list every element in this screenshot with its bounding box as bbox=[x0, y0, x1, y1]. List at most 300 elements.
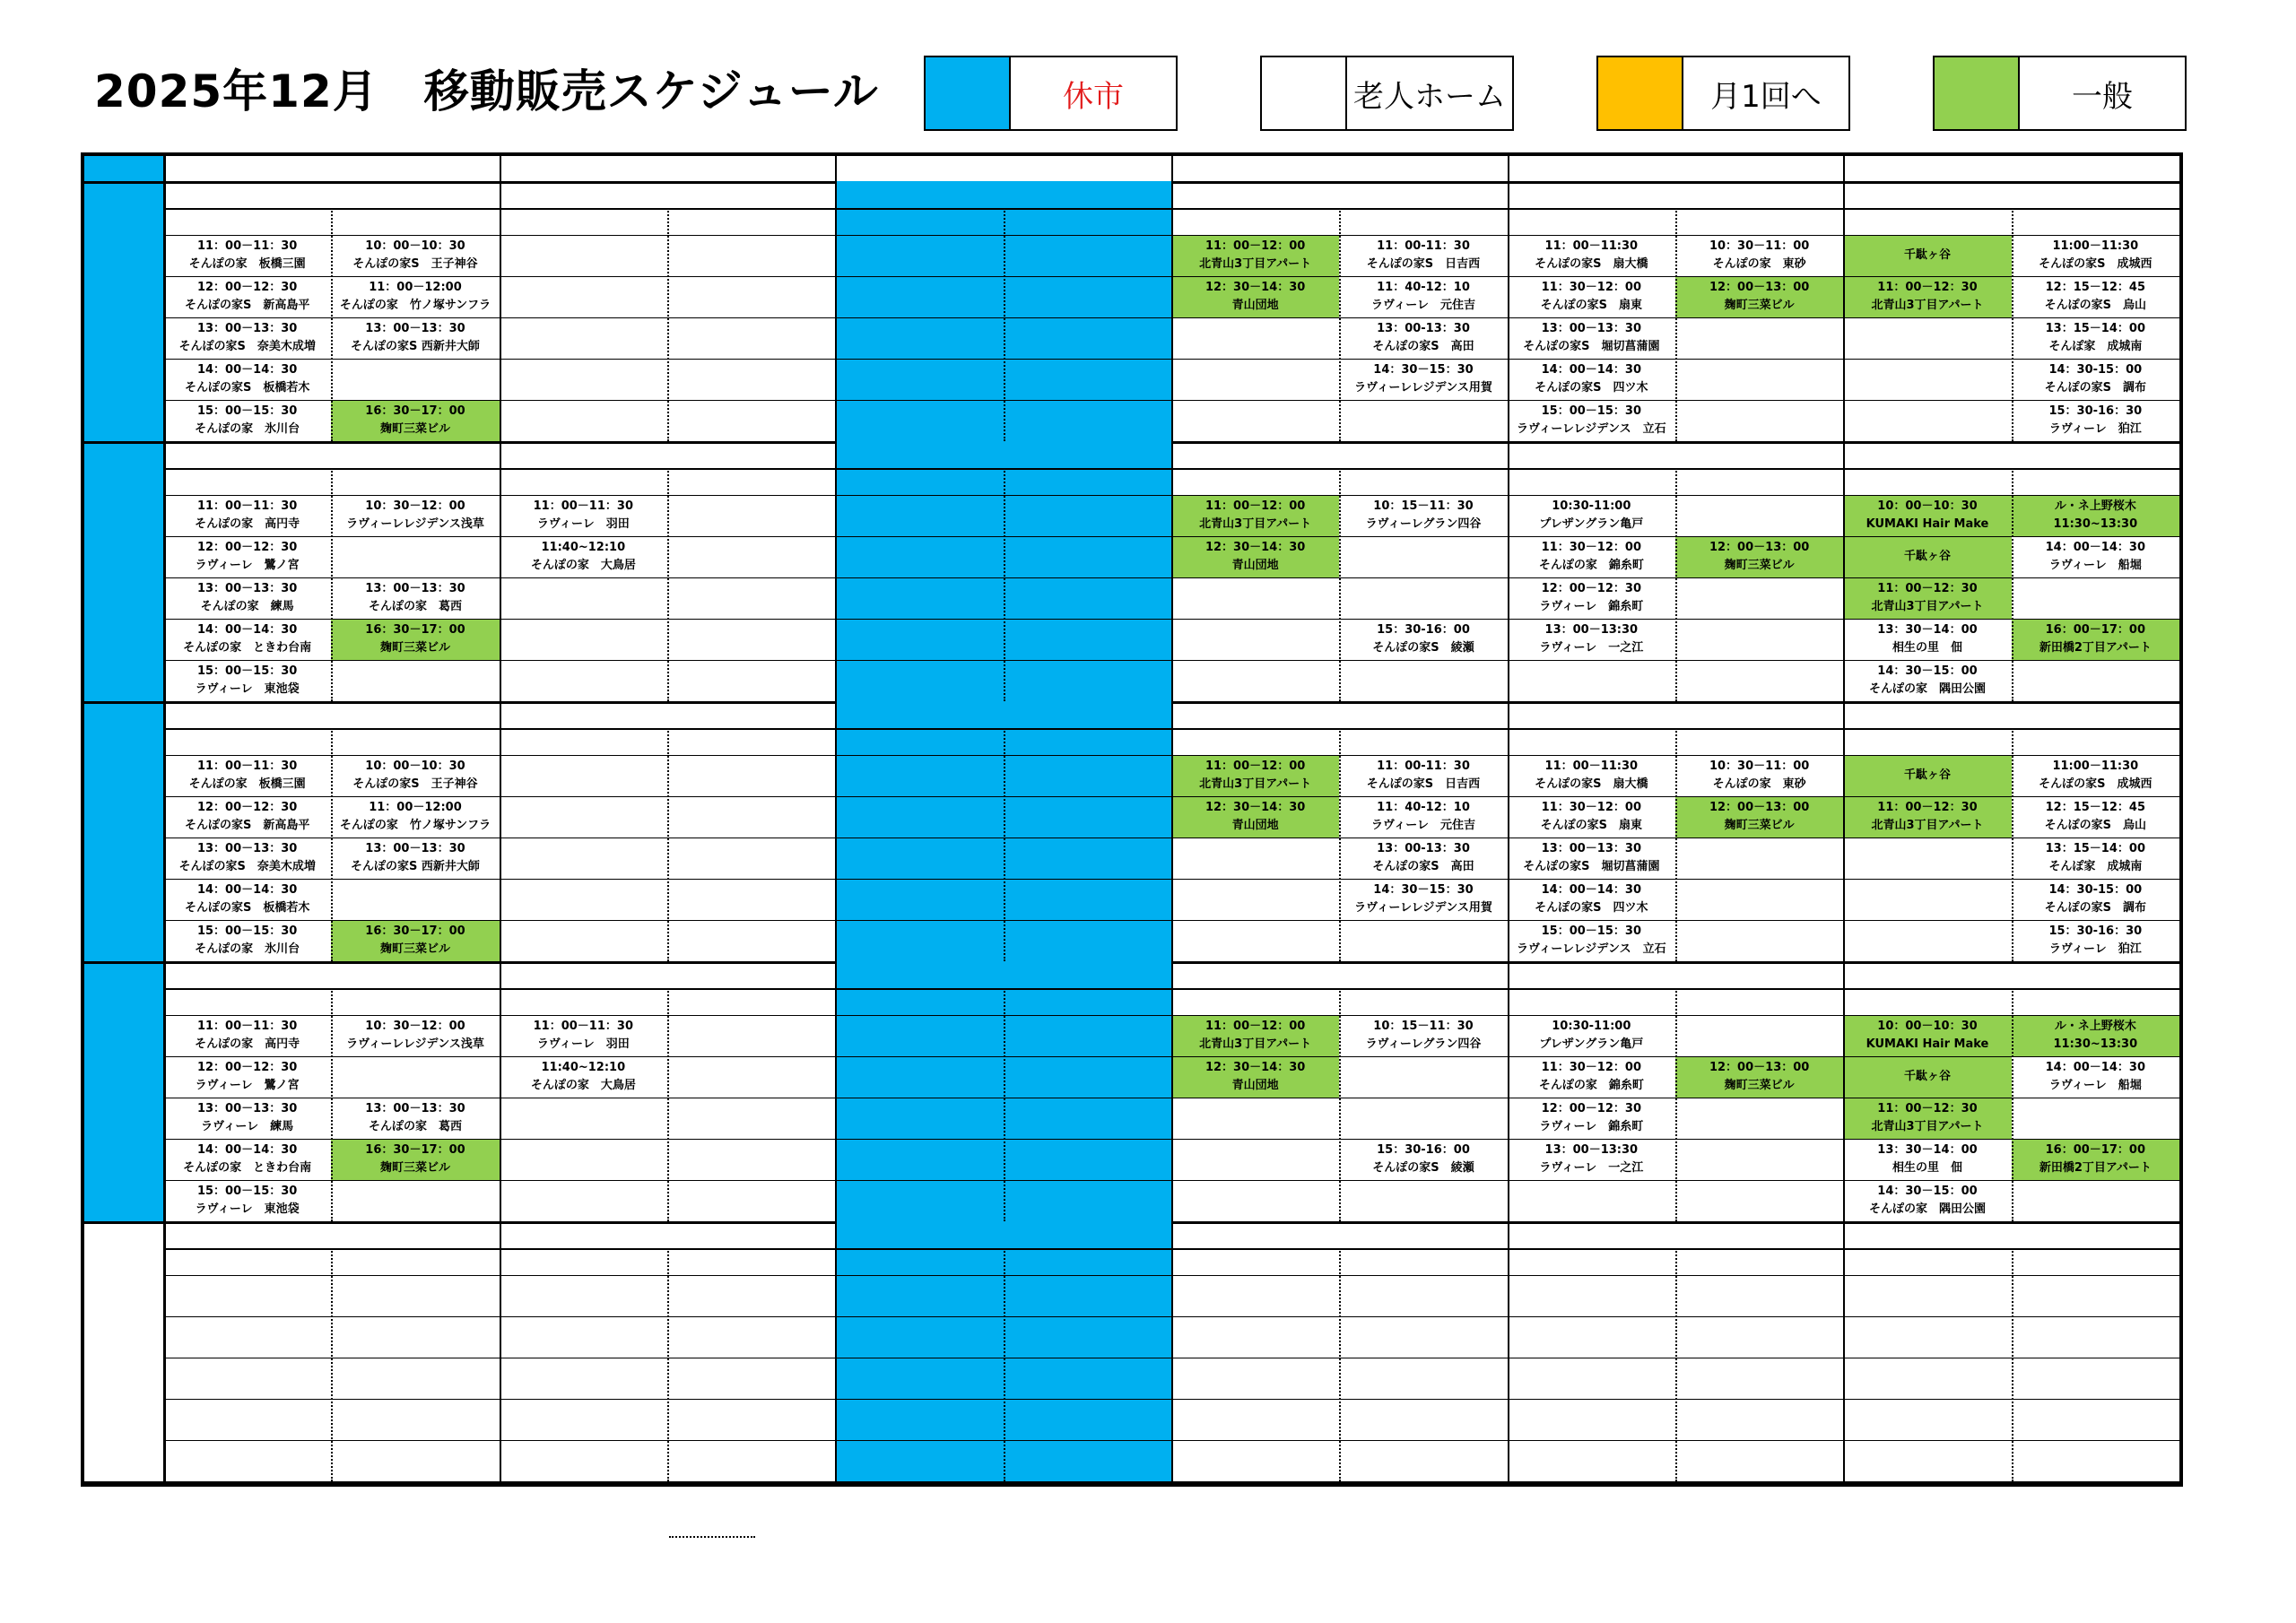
entry-place: ラヴィーレ 船堀 bbox=[2048, 1079, 2142, 1092]
entry-place: そんぽの家 東砂 bbox=[1712, 257, 1806, 271]
entry-place: そんぽの家S 成城西 bbox=[2039, 257, 2152, 271]
entry-place: そんぽの家S 調布 bbox=[2044, 901, 2146, 915]
legend-item bbox=[1933, 56, 2187, 131]
entry-time: 13：00－13：30 bbox=[1541, 841, 1641, 855]
driver-label bbox=[163, 1248, 331, 1275]
schedule-entry bbox=[2012, 755, 2179, 796]
weekday-header bbox=[1171, 156, 1508, 181]
half-divider bbox=[667, 728, 669, 961]
day-date bbox=[1843, 441, 2179, 468]
entry-place: ラヴィーレ 東池袋 bbox=[195, 682, 300, 696]
half-divider bbox=[667, 468, 669, 701]
driver-label bbox=[1339, 728, 1507, 755]
entry-place: ラヴィーレレジデンス 立石 bbox=[1516, 422, 1666, 436]
entry-time: 11：00－11：30 bbox=[533, 1019, 633, 1033]
driver-label bbox=[1339, 208, 1507, 235]
driver-label bbox=[1171, 728, 1339, 755]
entry-time: 11：00－12：30 bbox=[1877, 800, 1978, 814]
schedule-entry bbox=[1843, 495, 2011, 536]
entry-time: 13：00－13：30 bbox=[365, 841, 465, 855]
entry-time: 14：30－15：30 bbox=[1373, 882, 1474, 897]
column-separator bbox=[1171, 156, 1173, 1487]
schedule-entry bbox=[1508, 920, 1675, 961]
sunday-date bbox=[84, 1221, 163, 1248]
day-date bbox=[1508, 701, 1844, 728]
entry-time: 10:30-11:00 bbox=[1552, 1019, 1631, 1033]
schedule-entry bbox=[1339, 1015, 1507, 1056]
entry-place: そんぽの家S 奈美木成増 bbox=[178, 860, 316, 873]
schedule-entry bbox=[1339, 495, 1507, 536]
half-divider bbox=[667, 208, 669, 441]
entry-time: 16：00－17：00 bbox=[2045, 622, 2145, 637]
entry-place: ラヴィーレ 元住吉 bbox=[1371, 299, 1475, 312]
entry-time: 13：00－13：30 bbox=[365, 581, 465, 595]
entry-time: 12：00－12：30 bbox=[196, 800, 298, 814]
schedule-entry bbox=[1171, 235, 1339, 276]
schedule-entry bbox=[1675, 755, 1843, 796]
entry-time: 11：00－12:00 bbox=[369, 800, 462, 814]
legend-swatch bbox=[1598, 57, 1683, 129]
entry-time: 11：40-12：10 bbox=[1377, 800, 1470, 814]
entry-time: 10：30－12：00 bbox=[365, 499, 465, 513]
entry-time: 14：30-15：00 bbox=[2048, 882, 2143, 897]
schedule-entry bbox=[1171, 1015, 1339, 1056]
entry-time: 13：00－13：30 bbox=[196, 581, 298, 595]
entry-place: 千駄ヶ谷 bbox=[1903, 247, 1951, 262]
driver-label bbox=[331, 208, 499, 235]
entry-place: そんぽの家S 西新井大師 bbox=[351, 860, 480, 873]
entry-time: 14：30－15：00 bbox=[1877, 1184, 1978, 1198]
entry-time: 10：00－10：30 bbox=[1877, 499, 1978, 513]
column-separator bbox=[1508, 156, 1509, 1487]
entry-place: そんぽの家S 高田 bbox=[1372, 860, 1474, 873]
entry-place: プレザングラン亀戸 bbox=[1539, 517, 1644, 531]
entry-place: そんぽの家S 板橋若木 bbox=[184, 901, 310, 915]
schedule-entry bbox=[1843, 619, 2011, 660]
entry-time: 12：00－13：00 bbox=[1709, 800, 1810, 814]
sunday-date bbox=[84, 181, 163, 208]
day-date bbox=[1843, 701, 2179, 728]
schedule-entry bbox=[331, 400, 499, 441]
schedule-entry bbox=[331, 920, 499, 961]
entry-place: そんぽの家 大鳥居 bbox=[530, 1079, 636, 1092]
entry-time: ル・ネ上野桜木 bbox=[2054, 1019, 2136, 1033]
driver-label bbox=[667, 1248, 835, 1275]
schedule-entry bbox=[1843, 1180, 2011, 1221]
schedule-entry bbox=[1508, 400, 1675, 441]
day-date bbox=[163, 1221, 500, 1248]
entry-time: 11：30－12：00 bbox=[1541, 540, 1641, 554]
entry-time: 12：00－12：30 bbox=[196, 280, 298, 294]
weekday-header bbox=[163, 156, 500, 181]
schedule-entry bbox=[1675, 1056, 1843, 1098]
schedule-entry bbox=[163, 536, 331, 577]
entry-place: ラヴィーレ 狛江 bbox=[2048, 942, 2142, 956]
entry-place: そんぽの家S 新高島平 bbox=[184, 819, 310, 832]
entry-time: 14：00－14：30 bbox=[196, 1142, 298, 1157]
weekday-header bbox=[500, 156, 836, 181]
half-divider bbox=[1004, 1248, 1005, 1481]
entry-time: 11：00－12：00 bbox=[1205, 239, 1306, 253]
entry-place: ラヴィーレレジデンス浅草 bbox=[346, 517, 484, 531]
weekday-header bbox=[84, 156, 163, 181]
entry-place: ラヴィーレ 羽田 bbox=[536, 1037, 630, 1051]
entry-time: 10：30－12：00 bbox=[365, 1019, 465, 1033]
entry-time: 12：15－12：45 bbox=[2045, 800, 2145, 814]
entry-place: 新田橋2丁目アパート bbox=[2039, 641, 2152, 655]
day-date bbox=[500, 181, 836, 208]
entry-place: そんぽの家S 奈美木成増 bbox=[178, 340, 316, 353]
driver-label bbox=[1339, 1248, 1507, 1275]
entry-time: 11：00－12：30 bbox=[1877, 581, 1978, 595]
entry-time: 14：00－14：30 bbox=[196, 362, 298, 377]
entry-time: 11：00－11：30 bbox=[196, 239, 298, 253]
schedule-entry bbox=[500, 536, 667, 577]
schedule-entry bbox=[1339, 276, 1507, 317]
schedule-entry bbox=[1339, 359, 1507, 400]
driver-label bbox=[500, 208, 667, 235]
driver-label bbox=[331, 1248, 499, 1275]
half-divider bbox=[331, 1248, 333, 1481]
entry-place: プレザングラン亀戸 bbox=[1539, 1037, 1644, 1051]
entry-place: ラヴィーレ 錦糸町 bbox=[1539, 1120, 1644, 1133]
schedule-entry bbox=[1508, 495, 1675, 536]
entry-place: ラヴィーレグラン四谷 bbox=[1365, 1037, 1482, 1051]
entry-time: 10：00－10：30 bbox=[365, 759, 465, 773]
entry-place: 千駄ヶ谷 bbox=[1903, 1069, 1951, 1083]
entry-place: そんぽの家S 扇東 bbox=[1540, 299, 1642, 312]
schedule-entry bbox=[331, 495, 499, 536]
entry-place: ラヴィーレ 錦糸町 bbox=[1539, 600, 1644, 613]
schedule-entry bbox=[2012, 920, 2179, 961]
day-date bbox=[500, 701, 836, 728]
entry-time: 12：00－13：00 bbox=[1709, 280, 1810, 294]
entry-place: 麹町三菜ビル bbox=[1724, 299, 1795, 312]
entry-time: 15：00－15：30 bbox=[196, 924, 298, 938]
day-date bbox=[1843, 961, 2179, 988]
entry-place: 新田橋2丁目アパート bbox=[2039, 1161, 2152, 1175]
schedule-entry bbox=[2012, 276, 2179, 317]
half-divider bbox=[1339, 1248, 1341, 1481]
entry-time: 11:40~12:10 bbox=[541, 540, 626, 554]
page-title: 2025年12月 移動販売スケジュール bbox=[94, 65, 879, 117]
schedule-entry bbox=[1339, 755, 1507, 796]
half-divider bbox=[331, 468, 333, 701]
driver-label bbox=[1508, 468, 1675, 495]
schedule-entry bbox=[331, 755, 499, 796]
entry-place: そんぽの家S 扇東 bbox=[1540, 819, 1642, 832]
entry-place: そんぽの家S 扇大橋 bbox=[1535, 257, 1648, 271]
driver-label bbox=[1508, 1248, 1675, 1275]
schedule-entry bbox=[331, 838, 499, 879]
entry-place: そんぽの家 高円寺 bbox=[195, 517, 300, 531]
week-divider bbox=[84, 1481, 2179, 1484]
schedule-entry bbox=[331, 1098, 499, 1139]
entry-place: 千駄ヶ谷 bbox=[1903, 768, 1951, 782]
entry-place: そんぽの家S 綾瀬 bbox=[1372, 641, 1474, 655]
entry-time: 10：15－11：30 bbox=[1373, 499, 1474, 513]
legend-label: 月1回へ bbox=[1710, 78, 1822, 115]
entry-place: そんぽの家 練馬 bbox=[200, 600, 294, 613]
schedule-entry bbox=[1508, 879, 1675, 920]
sunday-date bbox=[84, 441, 163, 468]
entry-place: そんぽの家S 板橋若木 bbox=[184, 381, 310, 395]
schedule-entry bbox=[500, 1015, 667, 1056]
half-divider bbox=[1675, 1248, 1677, 1481]
entry-time: 11：00－11：30 bbox=[196, 499, 298, 513]
entry-place: そんぽの家S 成城西 bbox=[2039, 777, 2152, 791]
entry-place: ラヴィーレグラン四谷 bbox=[1365, 517, 1482, 531]
entry-time: 11：30－12：00 bbox=[1541, 280, 1641, 294]
schedule-entry bbox=[2012, 838, 2179, 879]
driver-label bbox=[1843, 988, 2011, 1015]
legend-label: 老人ホーム bbox=[1353, 78, 1506, 115]
entry-place: そんぽの家 板橋三園 bbox=[188, 777, 306, 791]
day-date bbox=[1171, 181, 1508, 208]
day-date bbox=[835, 181, 1171, 208]
day-date bbox=[835, 1221, 1171, 1248]
entry-time: 11：00－12:00 bbox=[369, 280, 462, 294]
entry-time: 16：30－17：00 bbox=[365, 1142, 465, 1157]
entry-place: そんぽの家 隅田公園 bbox=[1868, 682, 1986, 696]
entry-time: 13：00－13：30 bbox=[196, 321, 298, 335]
half-divider bbox=[1004, 728, 1005, 961]
schedule-entry bbox=[2012, 1015, 2179, 1056]
driver-label bbox=[500, 988, 667, 1015]
entry-place: そんぽの家 大鳥居 bbox=[530, 559, 636, 572]
entry-place: 北青山3丁目アパート bbox=[1199, 1037, 1312, 1051]
entry-time: 13：00－13：30 bbox=[365, 1101, 465, 1115]
entry-place: ラヴィーレ 東池袋 bbox=[195, 1202, 300, 1216]
entry-place: そんぽの家S 西新井大師 bbox=[351, 340, 480, 353]
schedule-entry bbox=[163, 660, 331, 701]
entry-place: ラヴィーレ 一之江 bbox=[1539, 641, 1644, 655]
entry-time: 13：00－13：30 bbox=[196, 1101, 298, 1115]
schedule-entry bbox=[1508, 1056, 1675, 1098]
driver-label bbox=[1171, 208, 1339, 235]
schedule-entry bbox=[163, 1180, 331, 1221]
entry-time: 11：00－12：00 bbox=[1205, 1019, 1306, 1033]
entry-place: そんぽの家 隅田公園 bbox=[1868, 1202, 1986, 1216]
entry-time: 12：00－12：30 bbox=[1541, 1101, 1641, 1115]
half-divider bbox=[2012, 988, 2013, 1221]
schedule-entry bbox=[2012, 235, 2179, 276]
entry-place: 麹町三菜ビル bbox=[1724, 1079, 1795, 1092]
entry-time: 11:00－11:30 bbox=[2052, 239, 2139, 253]
entry-time: 15：00－15：30 bbox=[196, 404, 298, 418]
weekday-header bbox=[1508, 156, 1844, 181]
entry-time: 14：00－14：30 bbox=[1541, 362, 1641, 377]
half-divider bbox=[1339, 468, 1341, 701]
schedule-entry bbox=[163, 796, 331, 838]
day-date bbox=[500, 1221, 836, 1248]
sunday-closed-fill bbox=[84, 156, 163, 1221]
schedule-entry bbox=[163, 619, 331, 660]
driver-label bbox=[163, 728, 331, 755]
calendar-grid bbox=[81, 152, 2183, 1487]
driver-label bbox=[331, 988, 499, 1015]
driver-label bbox=[500, 468, 667, 495]
entry-time: 10：00－10：30 bbox=[1877, 1019, 1978, 1033]
day-date bbox=[1508, 1221, 1844, 1248]
driver-label bbox=[331, 468, 499, 495]
entry-time: 11：00－12：00 bbox=[1205, 759, 1306, 773]
half-divider bbox=[1675, 468, 1677, 701]
entry-place: 麹町三菜ビル bbox=[379, 641, 450, 655]
entry-time: 14：00－14：30 bbox=[2045, 540, 2145, 554]
day-date bbox=[1508, 441, 1844, 468]
entry-time: 10：30－11：00 bbox=[1709, 759, 1810, 773]
entry-time: 14：30－15：00 bbox=[1877, 664, 1978, 678]
entry-place: 北青山3丁目アパート bbox=[1199, 517, 1312, 531]
driver-label bbox=[163, 208, 331, 235]
driver-label bbox=[163, 988, 331, 1015]
schedule-entry bbox=[1843, 796, 2011, 838]
driver-label bbox=[667, 468, 835, 495]
entry-place: KUMAKI Hair Make bbox=[1866, 517, 1989, 531]
schedule-entry bbox=[331, 619, 499, 660]
day-date bbox=[1843, 181, 2179, 208]
column-separator bbox=[500, 156, 501, 1487]
driver-label bbox=[2012, 1248, 2179, 1275]
entry-time: 14：00－14：30 bbox=[196, 882, 298, 897]
entry-time: 15：00－15：30 bbox=[1541, 404, 1641, 418]
entry-time: 12：00－12：30 bbox=[196, 540, 298, 554]
schedule-entry bbox=[1675, 276, 1843, 317]
schedule-entry bbox=[163, 235, 331, 276]
entry-time: 15：30-16：30 bbox=[2048, 404, 2143, 418]
entry-time: 12：30－14：30 bbox=[1205, 280, 1306, 294]
schedule-entry bbox=[1843, 660, 2011, 701]
entry-time: 12：30－14：30 bbox=[1205, 1060, 1306, 1074]
entry-time: 13：00－13:30 bbox=[1544, 1142, 1639, 1157]
entry-place: そんぽの家 錦糸町 bbox=[1538, 559, 1644, 572]
driver-label bbox=[1508, 208, 1675, 235]
half-divider bbox=[1339, 988, 1341, 1221]
half-divider bbox=[667, 1248, 669, 1481]
day-date bbox=[1171, 441, 1508, 468]
schedule-entry bbox=[1171, 1056, 1339, 1098]
driver-label bbox=[667, 988, 835, 1015]
driver-label bbox=[1508, 988, 1675, 1015]
entry-place: 青山団地 bbox=[1231, 299, 1279, 312]
entry-place: そんぽの家 東砂 bbox=[1712, 777, 1806, 791]
legend-swatch bbox=[1262, 57, 1347, 129]
schedule-entry bbox=[1508, 276, 1675, 317]
schedule-entry bbox=[1171, 796, 1339, 838]
schedule-entry bbox=[1508, 235, 1675, 276]
entry-place: そんぽの家S 烏山 bbox=[2044, 819, 2146, 832]
entry-time: 11：40-12：10 bbox=[1377, 280, 1470, 294]
entry-place: 青山団地 bbox=[1231, 819, 1279, 832]
entry-place: ラヴィーレレジデンス用賀 bbox=[1354, 901, 1492, 915]
entry-place: そんぽの家 板橋三園 bbox=[188, 257, 306, 271]
legend-item bbox=[924, 56, 1178, 131]
schedule-entry bbox=[1171, 536, 1339, 577]
schedule-entry bbox=[2012, 1056, 2179, 1098]
driver-label bbox=[1843, 468, 2011, 495]
entry-place: そんぽの家 葛西 bbox=[368, 1120, 462, 1133]
entry-time: 15：00－15：30 bbox=[196, 1184, 298, 1198]
entry-time: 11：00-11：30 bbox=[1377, 759, 1470, 773]
entry-time: 14：00－14：30 bbox=[2045, 1060, 2145, 1074]
half-divider bbox=[1339, 728, 1341, 961]
driver-label bbox=[500, 1248, 667, 1275]
schedule-entry bbox=[2012, 495, 2179, 536]
entry-place: 相生の里 佃 bbox=[1892, 641, 1962, 655]
entry-place: そんぽの家S 新高島平 bbox=[184, 299, 310, 312]
schedule-entry bbox=[500, 495, 667, 536]
entry-time: 15：00－15：30 bbox=[1541, 924, 1641, 938]
entry-place: そんぽの家S 四ツ木 bbox=[1535, 901, 1648, 915]
day-date bbox=[163, 181, 500, 208]
driver-label bbox=[500, 728, 667, 755]
entry-time: 10：15－11：30 bbox=[1373, 1019, 1474, 1033]
entry-place: 相生の里 佃 bbox=[1892, 1161, 1962, 1175]
entry-time: 14：30－15：30 bbox=[1373, 362, 1474, 377]
entry-place: そんぽの家S 日吉西 bbox=[1366, 257, 1481, 271]
entry-place: 北青山3丁目アパート bbox=[1871, 819, 1984, 832]
half-divider bbox=[1004, 468, 1005, 701]
half-divider bbox=[331, 208, 333, 441]
schedule-entry bbox=[1843, 577, 2011, 619]
schedule-entry bbox=[500, 1056, 667, 1098]
entry-place: 北青山3丁目アパート bbox=[1199, 257, 1312, 271]
entry-place: 北青山3丁目アパート bbox=[1871, 600, 1984, 613]
schedule-entry bbox=[163, 400, 331, 441]
schedule-entry bbox=[1843, 276, 2011, 317]
half-divider bbox=[1004, 208, 1005, 441]
half-divider bbox=[2012, 1248, 2013, 1481]
driver-label bbox=[1339, 988, 1507, 1015]
entry-place: 麹町三菜ビル bbox=[379, 942, 450, 956]
entry-place: そんぽの家S 高田 bbox=[1372, 340, 1474, 353]
schedule-entry bbox=[163, 1015, 331, 1056]
entry-place: ラヴィーレ 元住吉 bbox=[1371, 819, 1475, 832]
entry-place: ラヴィーレ 鷺ノ宮 bbox=[195, 1079, 300, 1092]
entry-place: そんぽの家 錦糸町 bbox=[1538, 1079, 1644, 1092]
entry-time: 10：00－10：30 bbox=[365, 239, 465, 253]
driver-label bbox=[667, 208, 835, 235]
half-divider bbox=[1339, 208, 1341, 441]
schedule-entry bbox=[331, 796, 499, 838]
driver-label bbox=[1675, 988, 1843, 1015]
entry-place: そんぽの家 氷川台 bbox=[195, 942, 300, 956]
driver-label bbox=[1675, 1248, 1843, 1275]
schedule-entry bbox=[1508, 1139, 1675, 1180]
entry-place: ラヴィーレレジデンス用賀 bbox=[1354, 381, 1492, 395]
day-date bbox=[1171, 1221, 1508, 1248]
driver-label bbox=[1675, 468, 1843, 495]
day-date bbox=[163, 441, 500, 468]
entry-place: ラヴィーレ 狛江 bbox=[2048, 422, 2142, 436]
day-date bbox=[835, 961, 1171, 988]
column-separator bbox=[1843, 156, 1845, 1487]
entry-place: そんぽの家S 調布 bbox=[2044, 381, 2146, 395]
half-divider bbox=[1004, 988, 1005, 1221]
entry-place: そんぽの家S 日吉西 bbox=[1366, 777, 1481, 791]
entry-time: 11：00－11:30 bbox=[1544, 759, 1639, 773]
half-divider bbox=[667, 988, 669, 1221]
driver-label bbox=[1171, 468, 1339, 495]
schedule-entry bbox=[1675, 536, 1843, 577]
entry-time: 13：00－13：30 bbox=[196, 841, 298, 855]
entry-time: 13：30－14：00 bbox=[1877, 622, 1978, 637]
entry-place: 青山団地 bbox=[1231, 1079, 1279, 1092]
entry-time: 10：30－11：00 bbox=[1709, 239, 1810, 253]
driver-label bbox=[1843, 208, 2011, 235]
entry-time: 12：30－14：30 bbox=[1205, 800, 1306, 814]
